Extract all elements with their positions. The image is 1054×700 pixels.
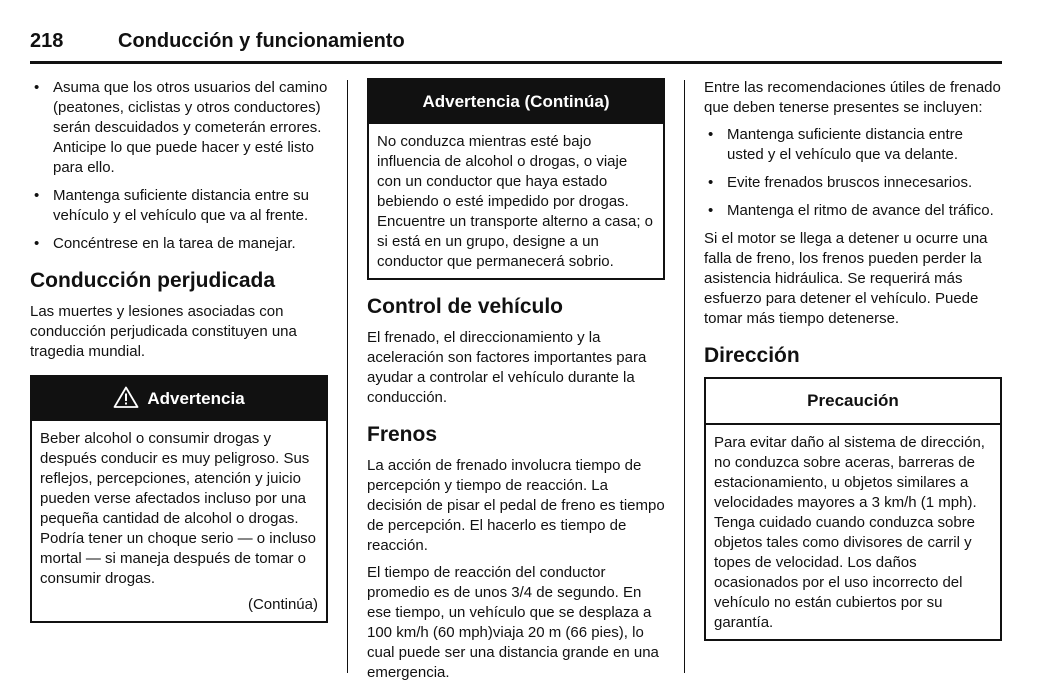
paragraph: Las muertes y lesiones asociadas con conducción perjudicada constituyen una tragedia mundial.	[30, 303, 297, 360]
list-item: • Asuma que los otros usuarios del camino (peatones, ciclistas y otros conductores) serán descuidados y cometerán errores. Anticipe lo que puede hacer y esté listo para ello.	[34, 79, 328, 176]
caution-box	[704, 377, 1002, 641]
warning-title: Advertencia	[147, 389, 245, 408]
bullet-icon: •	[708, 174, 714, 191]
paragraph: Si el motor se llega a detener u ocurre una falla de freno, los frenos pueden perder la asistencia hidráulica. Se requerirá más esfuerzo para detener el vehículo. Puede tomar más tiempo detenerse.	[704, 230, 988, 327]
warning-box-body	[32, 421, 326, 621]
warning-text: Beber alcohol o consumir drogas y después conducir es muy peligroso. Sus reflejos, percepciones, atención y juicio pueden verse afectados incluso por una pequeña cantidad de alcohol o drogas. Podría tener un choque serio — o incluso mortal — si maneja después de tomar o consumir drogas.	[40, 430, 316, 587]
header-rule	[30, 61, 1002, 64]
section-heading-steering: Dirección	[704, 344, 800, 367]
column-divider-1	[347, 80, 348, 673]
paragraph: El frenado, el direccionamiento y la aceleración son factores importantes para ayudar a controlar el vehículo durante la conducción.	[367, 329, 647, 406]
list-item: • Mantenga suficiente distancia entre usted y el vehículo que va delante.	[708, 126, 963, 163]
page-number: 218	[30, 30, 64, 52]
caution-text: Para evitar daño al sistema de dirección, no conduzca sobre aceras, barreras de estacionamiento, u objetos similares a velocidades mayores a 3 km/h (1 mph). Tenga cuidado cuando conduzca sobre objetos tales como divisores de carril y topes de velocidad. Los daños ocasionados por el uso incorrecto del vehículo no están cubiertos por su garantía.	[714, 434, 985, 631]
bullet-icon: •	[34, 79, 40, 96]
column-divider-2	[684, 80, 685, 673]
section-heading-brakes: Frenos	[367, 423, 438, 446]
list-item: • Mantenga el ritmo de avance del tráfico.	[708, 202, 994, 219]
column-1	[30, 78, 328, 629]
caution-box-header: Precaución	[706, 379, 1000, 425]
paragraph: Entre las recomendaciones útiles de frenado que deben tenerse presentes se incluyen:	[704, 79, 1001, 116]
warning-continued-box	[367, 78, 665, 280]
bullet-list-1	[30, 78, 328, 254]
page-header	[30, 28, 1002, 62]
bullet-icon: •	[708, 126, 714, 143]
paragraph: La acción de frenado involucra tiempo de percepción y tiempo de reacción. La decisión de pisar el pedal de freno es tiempo de percepción. El hacerlo es tiempo de reacción.	[367, 457, 665, 554]
warning-continued-header: Advertencia (Continúa)	[369, 80, 663, 124]
bullet-icon: •	[34, 187, 40, 204]
column-2	[367, 78, 665, 690]
list-item: • Mantenga suficiente distancia entre su vehículo y el vehículo que va al frente.	[34, 187, 309, 224]
running-title: Conducción y funcionamiento	[118, 30, 405, 52]
warning-box	[30, 375, 328, 623]
section-heading-impaired-driving: Conducción perjudicada	[30, 269, 276, 292]
bullet-icon: •	[34, 235, 40, 252]
paragraph: El tiempo de reacción del conductor promedio es de unos 3/4 de segundo. En ese tiempo, un vehículo que se desplaza a 100 km/h (60 mph)viaja 20 m (66 pies), lo cual puede ser una distancia grande en una emergencia.	[367, 564, 659, 681]
bullet-icon: •	[708, 202, 714, 219]
continued-label: (Continúa)	[247, 596, 318, 613]
warning-box-header	[32, 377, 326, 421]
list-item: • Evite frenados bruscos innecesarios.	[708, 174, 973, 191]
warning-continued-text: No conduzca mientras esté bajo influencia de alcohol o drogas, o viaje con un conductor que haya estado bebiendo o esté impedido por drogas. Encuentre un transporte alterno a casa; o si está en un grupo, designe a un conductor que permanecerá sobrio.	[377, 133, 654, 270]
section-heading-vehicle-control: Control de vehículo	[367, 295, 564, 318]
column-3	[704, 78, 1002, 647]
bullet-list-2	[704, 125, 1002, 221]
list-item: • Concéntrese en la tarea de manejar.	[34, 235, 296, 252]
warning-triangle-icon	[113, 386, 139, 413]
